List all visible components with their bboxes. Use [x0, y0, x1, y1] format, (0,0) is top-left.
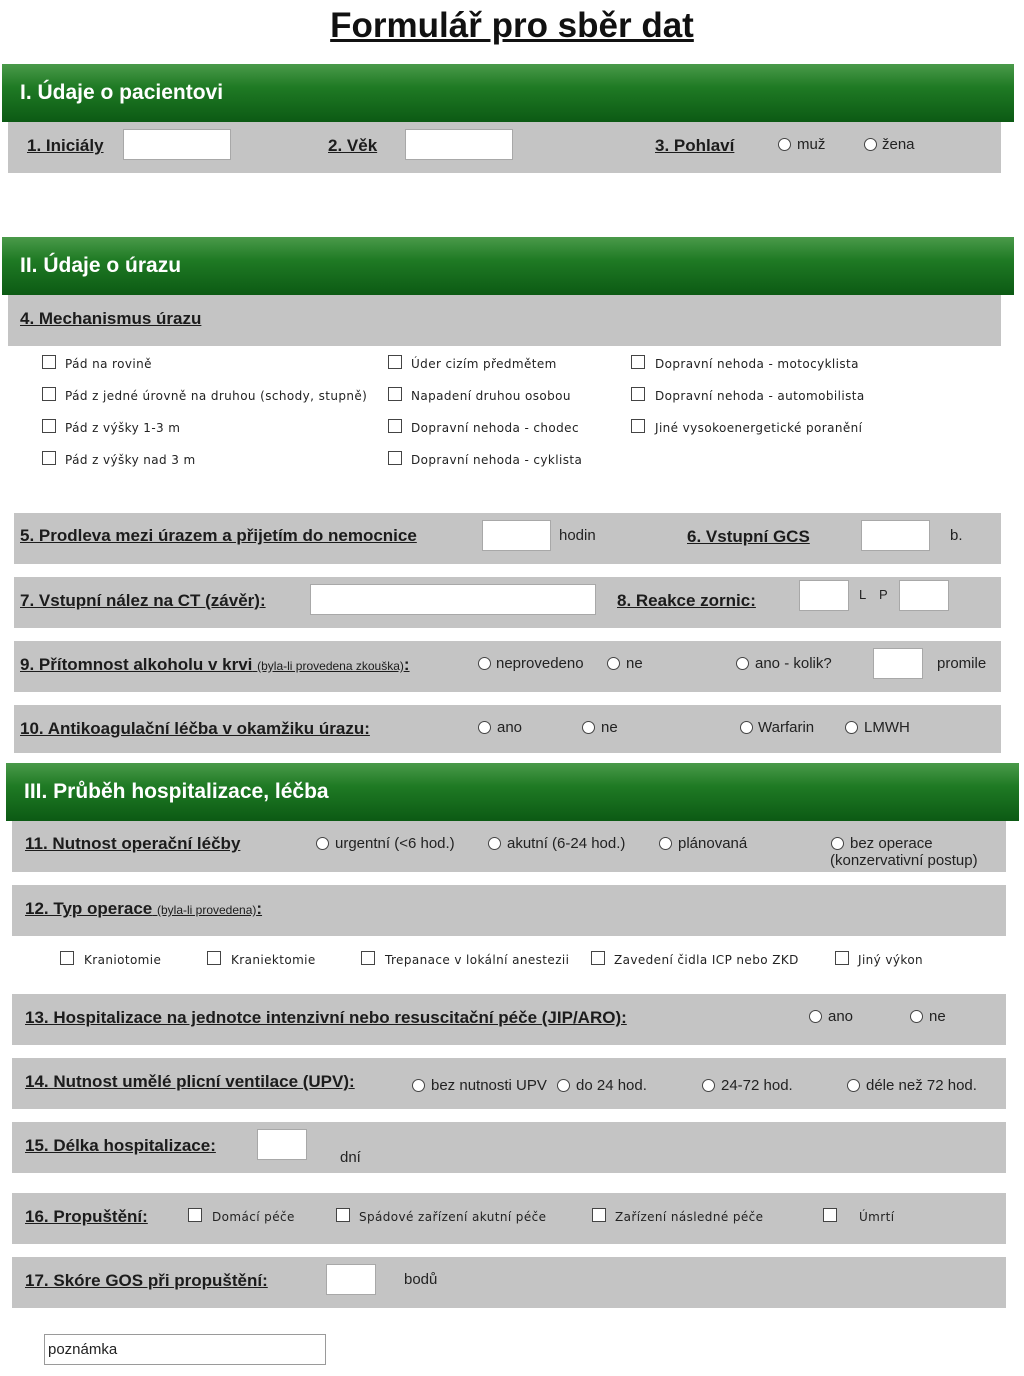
section-header-patient: [2, 64, 1014, 122]
icu-no-label: ne: [929, 1008, 946, 1025]
delay-label: 5. Prodleva mezi úrazem a přijetím do nemocnice: [20, 526, 417, 545]
discharge-checkbox[interactable]: [188, 1208, 202, 1222]
mechanism-option: Dopravní nehoda - chodec: [411, 421, 579, 435]
surgery-none-label: bez operace: [850, 835, 933, 852]
icu-label: 13. Hospitalizace na jednotce intenzivní nebo resuscitační péče (JIP/ARO):: [25, 1008, 627, 1027]
discharge-label: 16. Propuštění:: [25, 1207, 148, 1226]
pupil-left-label: L: [859, 587, 867, 602]
mechanism-checkbox[interactable]: [631, 355, 645, 369]
anticoagulation-label: 10. Antikoagulační léčba v okamžiku úrazu:: [20, 719, 370, 738]
surgery-none-sublabel: (konzervativní postup): [830, 852, 978, 869]
mechanism-checkbox[interactable]: [42, 419, 56, 433]
gos-input[interactable]: [326, 1264, 376, 1295]
surgery-type-checkbox[interactable]: [60, 951, 74, 965]
anticoagulation-lmwh-radio[interactable]: [845, 721, 858, 734]
surgery-type-checkbox[interactable]: [591, 951, 605, 965]
mechanism-label: 4. Mechanismus úrazu: [20, 309, 202, 328]
section-header-injury: [2, 237, 1014, 295]
ventilation-24h-label: do 24 hod.: [576, 1077, 647, 1094]
ct-input[interactable]: [310, 584, 596, 615]
anticoagulation-warfarin-radio[interactable]: [740, 721, 753, 734]
anticoagulation-no-label: ne: [601, 719, 618, 736]
ventilation-over72h-radio[interactable]: [847, 1079, 860, 1092]
gcs-input[interactable]: [861, 520, 930, 551]
hospital-stay-unit: dní: [340, 1149, 361, 1166]
mechanism-checkbox[interactable]: [631, 419, 645, 433]
alcohol-note: (byla-li provedena zkouška): [257, 659, 404, 673]
icu-no-radio[interactable]: [910, 1010, 923, 1023]
mechanism-option: Pád z jedné úrovně na druhou (schody, stupně): [65, 389, 368, 403]
pupil-left-input[interactable]: [799, 580, 849, 611]
ventilation-none-radio[interactable]: [412, 1079, 425, 1092]
mechanism-option: Pád z výšky 1-3 m: [65, 421, 181, 435]
surgery-type-note: (byla-li provedena): [156, 903, 257, 917]
alcohol-colon: :: [403, 655, 410, 674]
discharge-checkbox[interactable]: [336, 1208, 350, 1222]
mechanism-checkbox[interactable]: [388, 355, 402, 369]
mechanism-option: Úder cizím předmětem: [411, 357, 557, 371]
sex-female-label: žena: [882, 136, 915, 153]
surgery-need-label: 11. Nutnost operační léčby: [25, 834, 241, 853]
mechanism-checkbox[interactable]: [388, 419, 402, 433]
ct-label: 7. Vstupní nález na CT (závěr):: [20, 591, 266, 610]
initials-label: 1. Iniciály: [27, 136, 104, 155]
sex-female-radio[interactable]: [864, 138, 877, 151]
surgery-planned-label: plánovaná: [678, 835, 748, 852]
discharge-checkbox[interactable]: [823, 1208, 837, 1222]
page-title: Formulář pro sběr dat: [330, 6, 694, 45]
mechanism-checkbox[interactable]: [388, 451, 402, 465]
section-title: I. Údaje o pacientovi: [20, 81, 224, 104]
ventilation-24h-radio[interactable]: [557, 1079, 570, 1092]
ventilation-label: 14. Nutnost umělé plicní ventilace (UPV):: [25, 1072, 355, 1091]
surgery-acute-radio[interactable]: [488, 837, 501, 850]
discharge-option: Spádové zařízení akutní péče: [359, 1210, 547, 1224]
surgery-type-checkbox[interactable]: [207, 951, 221, 965]
alcohol-label-text: 9. Přítomnost alkoholu v krvi: [20, 655, 253, 674]
gcs-label: 6. Vstupní GCS: [687, 527, 810, 546]
gos-label: 17. Skóre GOS při propuštění:: [25, 1271, 268, 1290]
alcohol-amount-input[interactable]: [873, 648, 923, 679]
delay-input[interactable]: [482, 520, 551, 551]
discharge-option: Úmrtí: [859, 1210, 895, 1224]
sex-male-radio[interactable]: [778, 138, 791, 151]
mechanism-checkbox[interactable]: [42, 451, 56, 465]
surgery-type-option: Kraniektomie: [231, 953, 316, 967]
mechanism-checkbox[interactable]: [631, 387, 645, 401]
ventilation-24-72h-label: 24-72 hod.: [721, 1077, 793, 1094]
surgery-type-checkbox[interactable]: [361, 951, 375, 965]
ventilation-24-72h-radio[interactable]: [702, 1079, 715, 1092]
mechanism-option: Pád na rovině: [65, 357, 152, 371]
age-input[interactable]: [405, 129, 513, 160]
ventilation-over72h-label: déle než 72 hod.: [866, 1077, 977, 1094]
pupil-right-label: P: [879, 587, 888, 602]
discharge-option: Domácí péče: [212, 1210, 295, 1224]
sex-label: 3. Pohlaví: [655, 136, 735, 155]
initials-input[interactable]: [123, 129, 231, 160]
discharge-checkbox[interactable]: [592, 1208, 606, 1222]
surgery-type-label: [25, 899, 262, 919]
mechanism-option: Dopravní nehoda - cyklista: [411, 453, 583, 467]
section-title: III. Průběh hospitalizace, léčba: [24, 780, 329, 803]
delay-unit: hodin: [559, 527, 596, 544]
alcohol-unit: promile: [937, 655, 987, 672]
anticoagulation-yes-radio[interactable]: [478, 721, 491, 734]
note-input-value: poznámka: [48, 1341, 118, 1358]
section-title: II. Údaje o úrazu: [20, 254, 182, 277]
gcs-unit: b.: [950, 527, 963, 544]
gos-unit: bodů: [404, 1271, 438, 1288]
section-header-hospitalization: [6, 763, 1019, 821]
sex-male-label: muž: [797, 136, 826, 153]
surgery-none-radio[interactable]: [831, 837, 844, 850]
icu-yes-label: ano: [828, 1008, 854, 1025]
surgery-urgent-label: urgentní (<6 hod.): [335, 835, 455, 852]
mechanism-option: Jiné vysokoenergetické poranění: [655, 421, 863, 435]
surgery-type-option: Zavedení čidla ICP nebo ZKD: [614, 953, 799, 967]
mechanism-checkbox[interactable]: [42, 355, 56, 369]
surgery-type-checkbox[interactable]: [835, 951, 849, 965]
mechanism-checkbox[interactable]: [388, 387, 402, 401]
surgery-urgent-radio[interactable]: [316, 837, 329, 850]
anticoagulation-no-radio[interactable]: [582, 721, 595, 734]
alcohol-no-radio[interactable]: [607, 657, 620, 670]
mechanism-option: Dopravní nehoda - motocyklista: [655, 357, 859, 371]
surgery-acute-label: akutní (6-24 hod.): [507, 835, 626, 852]
icu-yes-radio[interactable]: [809, 1010, 822, 1023]
alcohol-label: [20, 655, 410, 675]
anticoagulation-lmwh-label: LMWH: [864, 719, 910, 736]
alcohol-yes-radio[interactable]: [736, 657, 749, 670]
alcohol-no-label: ne: [626, 655, 643, 672]
discharge-option: Zařízení následné péče: [615, 1210, 764, 1224]
surgery-planned-radio[interactable]: [659, 837, 672, 850]
alcohol-yes-label: ano - kolik?: [755, 655, 832, 672]
surgery-type-option: Trepanace v lokální anestezii: [385, 953, 570, 967]
note-input[interactable]: [44, 1334, 326, 1365]
hospital-stay-label: 15. Délka hospitalizace:: [25, 1136, 216, 1155]
anticoagulation-warfarin-label: Warfarin: [758, 719, 815, 736]
age-label: 2. Věk: [328, 136, 378, 155]
surgery-type-option: Jiný výkon: [858, 953, 924, 967]
surgery-type-colon: :: [256, 899, 263, 918]
pupils-label: 8. Reakce zornic:: [617, 591, 756, 610]
mechanism-option: Dopravní nehoda - automobilista: [655, 389, 865, 403]
alcohol-not-done-radio[interactable]: [478, 657, 491, 670]
hospital-stay-input[interactable]: [257, 1129, 307, 1160]
anticoagulation-yes-label: ano: [497, 719, 523, 736]
alcohol-not-done-label: neprovedeno: [496, 655, 584, 672]
mechanism-option: Pád z výšky nad 3 m: [65, 453, 196, 467]
mechanism-checkbox[interactable]: [42, 387, 56, 401]
ventilation-none-label: bez nutnosti UPV: [431, 1077, 547, 1094]
surgery-type-label-text: 12. Typ operace: [25, 899, 153, 918]
surgery-type-option: Kraniotomie: [84, 953, 162, 967]
mechanism-option: Napadení druhou osobou: [411, 389, 571, 403]
pupil-right-input[interactable]: [899, 580, 949, 611]
